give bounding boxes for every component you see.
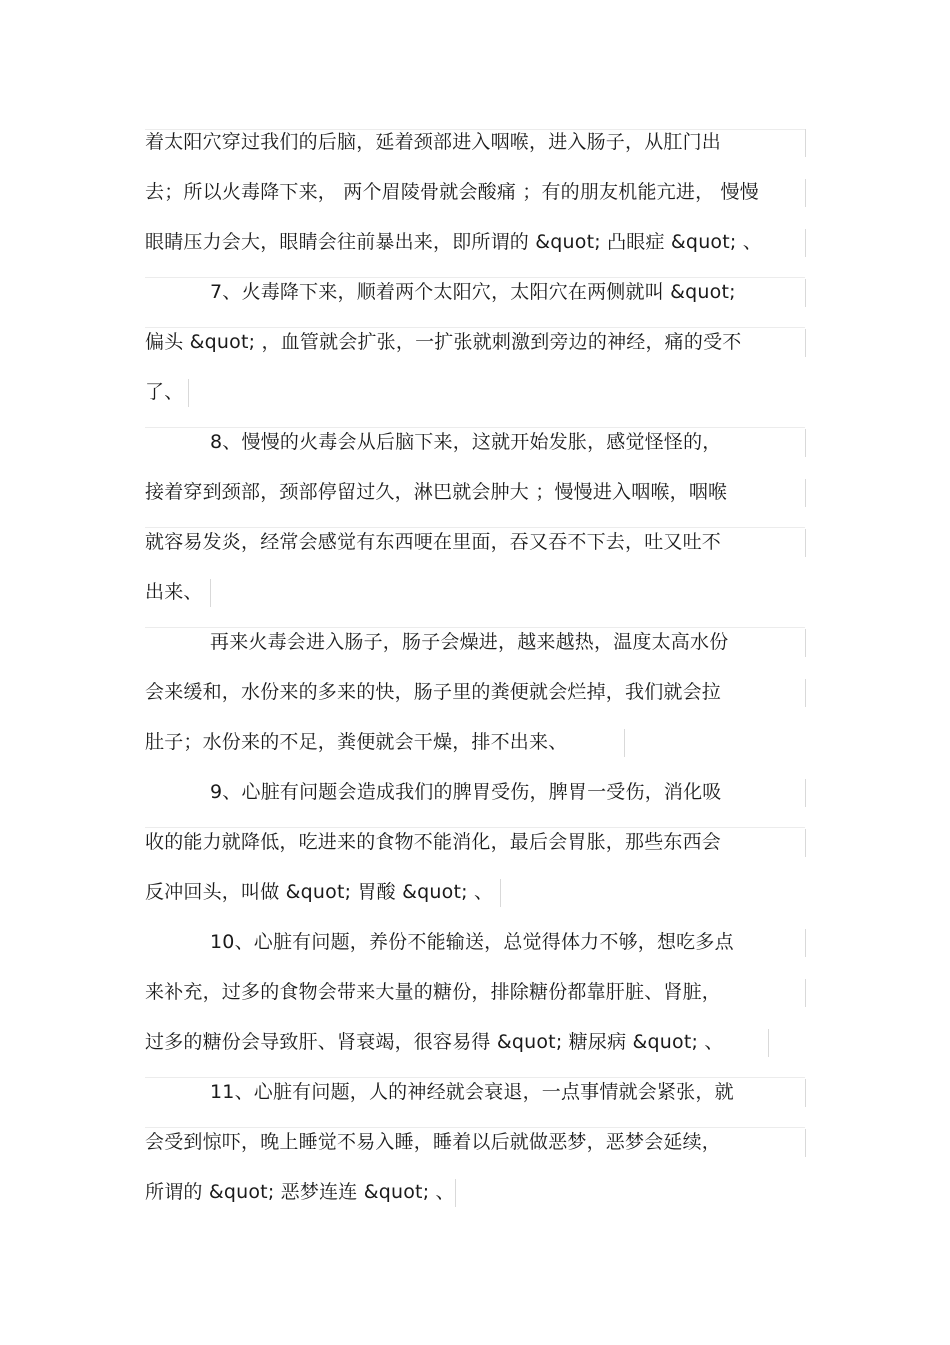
text-line: 出来、 (145, 581, 203, 603)
text-line: 会来缓和，水份来的多来的快，肠子里的粪便就会烂掉，我们就会拉 (145, 681, 722, 703)
line-rule (500, 879, 501, 907)
text-line: 8、慢慢的火毒会从后脑下来，这就开始发胀，感觉怪怪的， (210, 431, 722, 453)
line-rule (805, 329, 806, 357)
line-rule (805, 179, 806, 207)
line-rule (805, 829, 806, 857)
line-rule (805, 979, 806, 1007)
text-line: 眼睛压力会大，眼睛会往前暴出来，即所谓的 &quot; 凸眼症 &quot; 、 (145, 231, 762, 253)
text-line: 反冲回头，叫做 &quot; 胃酸 &quot; 、 (145, 881, 494, 903)
line-rule (805, 279, 806, 307)
line-rule (805, 779, 806, 807)
text-line: 9、心脏有问题会造成我们的脾胃受伤，脾胃一受伤，消化吸 (210, 781, 722, 803)
line-rule (805, 1079, 806, 1107)
line-rule (210, 579, 211, 607)
text-line: 10、心脏有问题，养份不能输送，总觉得体力不够，想吃多点 (210, 931, 734, 953)
text-line: 过多的糖份会导致肝、肾衰竭，很容易得 &quot; 糖尿病 &quot; 、 (145, 1031, 724, 1053)
line-rule (805, 1129, 806, 1157)
line-rule (188, 379, 189, 407)
text-line: 着太阳穴穿过我们的后脑，延着颈部进入咽喉，进入肠子，从肛门出 (145, 131, 722, 153)
text-line: 7、火毒降下来，顺着两个太阳穴，太阳穴在两侧就叫 &quot; (210, 281, 736, 303)
line-rule (768, 1029, 769, 1057)
text-line: 接着穿到颈部，颈部停留过久，淋巴就会肿大 ；慢慢进入咽喉，咽喉 (145, 481, 728, 503)
line-rule (805, 629, 806, 657)
line-rule (805, 529, 806, 557)
line-rule (805, 429, 806, 457)
text-line: 肚子；水份来的不足，粪便就会干燥，排不出来、 (145, 731, 568, 753)
text-line: 11、心脏有问题，人的神经就会衰退，一点事情就会紧张，就 (210, 1081, 734, 1103)
line-rule (624, 729, 625, 757)
text-line: 了、 (145, 381, 184, 403)
text-line: 就容易发炎，经常会感觉有东西哽在里面，吞又吞不下去，吐又吐不 (145, 531, 722, 553)
text-line: 收的能力就降低，吃进来的食物不能消化，最后会胃胀，那些东西会 (145, 831, 722, 853)
text-line: 会受到惊吓，晚上睡觉不易入睡，睡着以后就做恶梦，恶梦会延续， (145, 1131, 722, 1153)
text-line: 所谓的 &quot; 恶梦连连 &quot; 、 (145, 1181, 455, 1203)
text-line: 偏头 &quot; ，血管就会扩张，一扩张就刺激到旁边的神经，痛的受不 (145, 331, 742, 353)
line-rule (455, 1179, 456, 1207)
line-rule (805, 129, 806, 157)
line-rule (805, 479, 806, 507)
text-line: 再来火毒会进入肠子，肠子会燥进，越来越热，温度太高水份 (210, 631, 729, 653)
text-line: 去；所以火毒降下来， 两个眉陵骨就会酸痛 ；有的朋友机能亢进， 慢慢 (145, 181, 759, 203)
line-rule (805, 679, 806, 707)
line-rule (805, 229, 806, 257)
text-line: 来补充，过多的食物会带来大量的糖份，排除糖份都靠肝脏、肾脏， (145, 981, 722, 1003)
line-rule (805, 929, 806, 957)
